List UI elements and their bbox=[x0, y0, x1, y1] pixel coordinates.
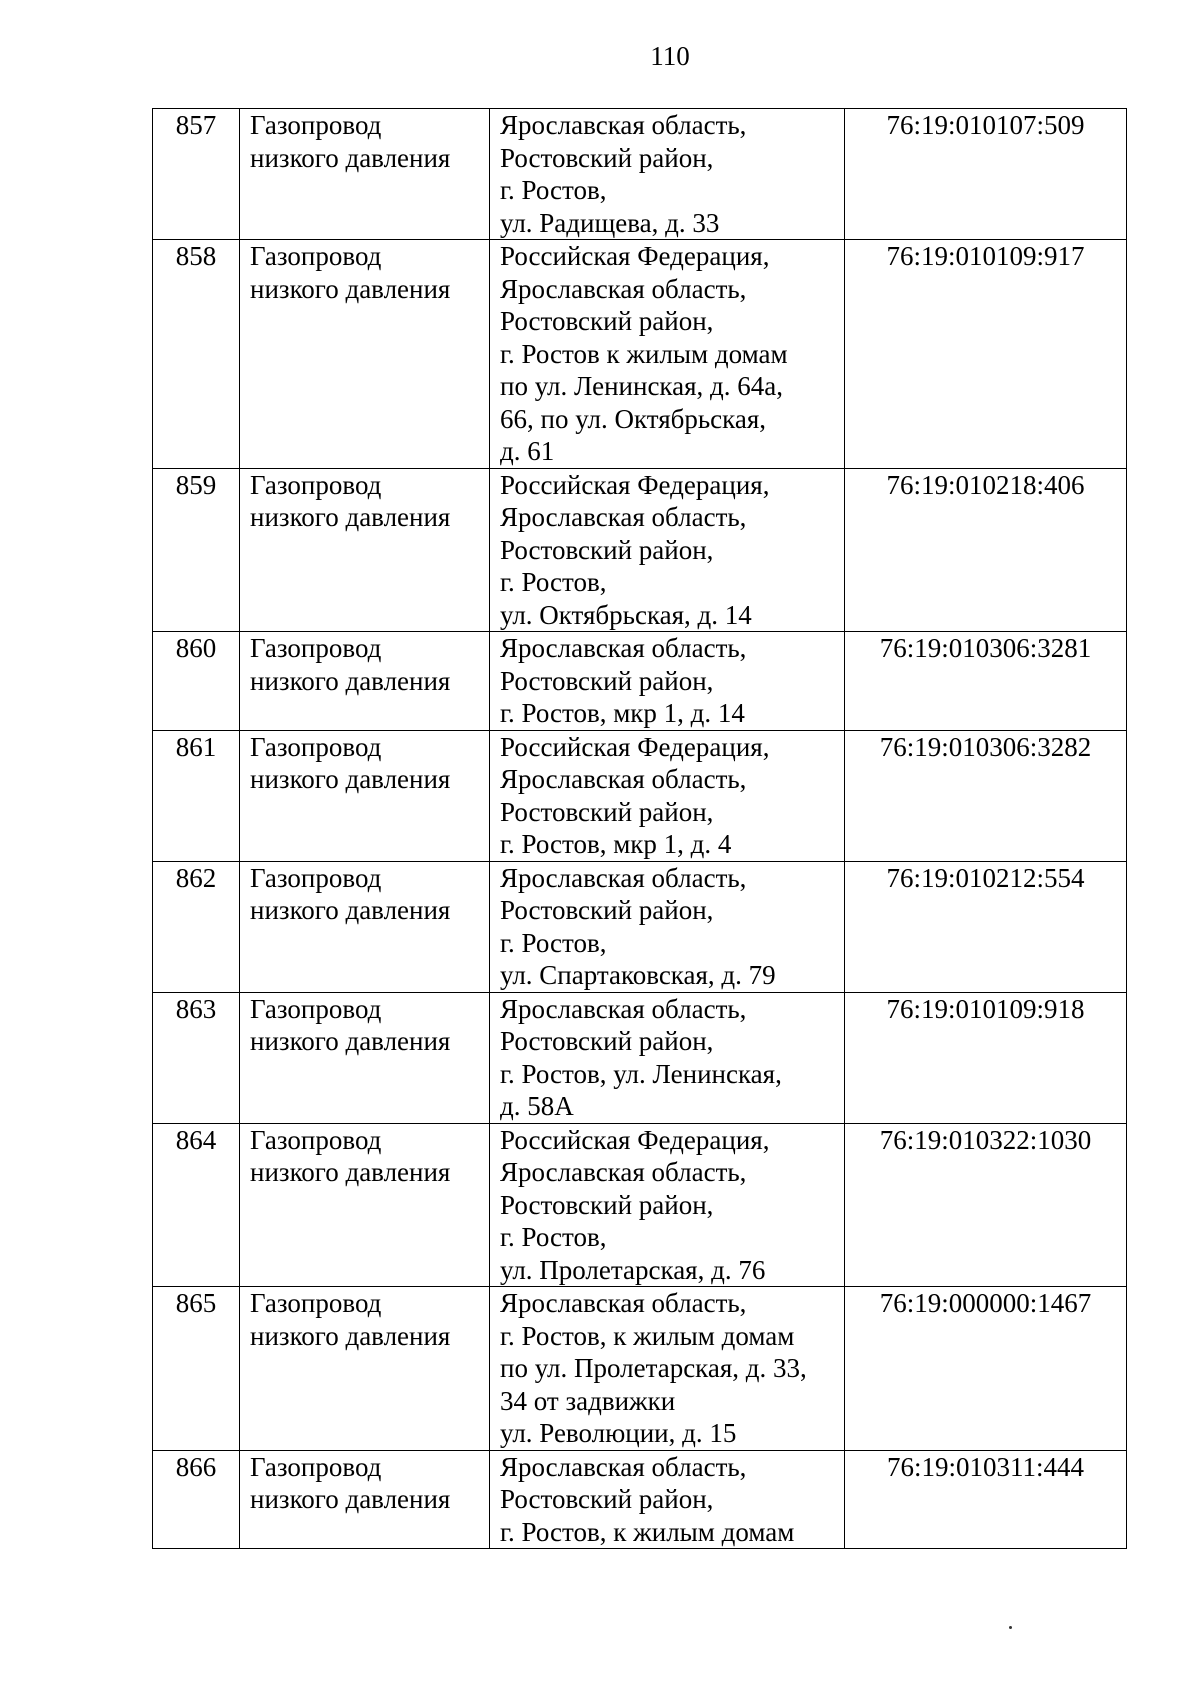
table-row bbox=[153, 240, 1127, 469]
address-line: Ярославская область, bbox=[500, 862, 747, 893]
table-row bbox=[153, 1287, 1127, 1451]
address-line: Ростовский район, bbox=[500, 895, 714, 925]
address-cell bbox=[490, 1287, 845, 1451]
cadastral-number-cell: 76:19:000000:1467 bbox=[845, 1287, 1127, 1451]
address-line: г. Ростов, к жилым домам bbox=[500, 1516, 795, 1547]
address-line: 66, по ул. Октябрьская, bbox=[500, 403, 767, 434]
address-cell bbox=[490, 1450, 845, 1549]
address-line: 34 от задвижки bbox=[500, 1385, 676, 1416]
object-name-line: Газопровод bbox=[250, 1288, 382, 1318]
object-name-line: низкого давления bbox=[250, 1157, 451, 1187]
row-number-cell: 857 bbox=[153, 109, 240, 240]
row-number-cell: 864 bbox=[153, 1123, 240, 1287]
registry-table bbox=[152, 108, 1127, 1549]
object-name-line: Газопровод bbox=[250, 731, 382, 762]
address-line: г. Ростов к жилым домам bbox=[500, 338, 788, 369]
address-line: по ул. Пролетарская, д. 33, bbox=[500, 1353, 807, 1383]
table-row bbox=[153, 109, 1127, 240]
address-line: г. Ростов, мкр 1, д. 4 bbox=[500, 829, 732, 859]
address-line: Ростовский район, bbox=[500, 1189, 714, 1220]
address-line: Ростовский район, bbox=[500, 534, 714, 565]
row-number-cell: 861 bbox=[153, 730, 240, 861]
address-line: г. Ростов, bbox=[500, 1222, 607, 1252]
address-line: Российская Федерация, bbox=[500, 469, 770, 500]
object-name-line: низкого давления bbox=[250, 273, 451, 304]
address-line: ул. Октябрьская, д. 14 bbox=[500, 599, 752, 630]
cadastral-number-cell: 76:19:010311:444 bbox=[845, 1450, 1127, 1549]
object-name-line: Газопровод bbox=[250, 110, 382, 140]
address-line: Ярославская область, bbox=[500, 1157, 747, 1187]
address-line: Ярославская область, bbox=[500, 273, 747, 304]
address-line: Ростовский район, bbox=[500, 665, 714, 696]
object-name-line: низкого давления bbox=[250, 895, 451, 925]
table-row bbox=[153, 632, 1127, 731]
object-name-line: низкого давления bbox=[250, 665, 451, 696]
row-number-cell: 860 bbox=[153, 632, 240, 731]
table-row bbox=[153, 730, 1127, 861]
address-line: Ростовский район, bbox=[500, 796, 714, 827]
registry-table-body bbox=[153, 109, 1127, 1549]
address-line: Ярославская область, bbox=[500, 502, 747, 532]
address-line: г. Ростов, bbox=[500, 175, 607, 205]
cadastral-number-cell: 76:19:010322:1030 bbox=[845, 1123, 1127, 1287]
object-name-line: Газопровод bbox=[250, 633, 382, 663]
cadastral-number-cell: 76:19:010109:918 bbox=[845, 992, 1127, 1123]
address-line: Ярославская область, bbox=[500, 1451, 747, 1482]
object-name-line: низкого давления bbox=[250, 142, 451, 173]
object-name-line: низкого давления bbox=[250, 1026, 451, 1056]
address-line: г. Ростов, ул. Ленинская, bbox=[500, 1058, 782, 1089]
object-name-line: низкого давления bbox=[250, 1320, 451, 1351]
address-line: г. Ростов, bbox=[500, 567, 607, 597]
cadastral-number-cell: 76:19:010306:3281 bbox=[845, 632, 1127, 731]
object-name-line: Газопровод bbox=[250, 993, 382, 1024]
table-row bbox=[153, 468, 1127, 632]
object-name-cell bbox=[240, 632, 490, 731]
scan-speck bbox=[1009, 1626, 1012, 1629]
table-row bbox=[153, 861, 1127, 992]
table-row bbox=[153, 992, 1127, 1123]
address-line: Ростовский район, bbox=[500, 1026, 714, 1056]
address-line: Ярославская область, bbox=[500, 993, 747, 1024]
address-line: Российская Федерация, bbox=[500, 1124, 770, 1155]
address-line: Ростовский район, bbox=[500, 306, 714, 336]
row-number-cell: 865 bbox=[153, 1287, 240, 1451]
object-name-line: Газопровод bbox=[250, 1451, 382, 1482]
object-name-line: низкого давления bbox=[250, 764, 451, 794]
address-cell bbox=[490, 632, 845, 731]
object-name-cell bbox=[240, 240, 490, 469]
cadastral-number-cell: 76:19:010107:509 bbox=[845, 109, 1127, 240]
address-line: д. 58А bbox=[500, 1091, 574, 1121]
address-cell bbox=[490, 109, 845, 240]
address-line: ул. Революции, д. 15 bbox=[500, 1418, 737, 1448]
object-name-cell bbox=[240, 861, 490, 992]
address-line: д. 61 bbox=[500, 436, 555, 466]
object-name-line: Газопровод bbox=[250, 241, 382, 271]
address-line: Ярославская область, bbox=[500, 764, 747, 794]
address-line: ул. Пролетарская, д. 76 bbox=[500, 1254, 766, 1285]
object-name-line: Газопровод bbox=[250, 469, 382, 500]
object-name-cell bbox=[240, 1123, 490, 1287]
address-cell bbox=[490, 992, 845, 1123]
address-line: Ростовский район, bbox=[500, 1484, 714, 1514]
row-number-cell: 858 bbox=[153, 240, 240, 469]
row-number-cell: 863 bbox=[153, 992, 240, 1123]
address-line: Российская Федерация, bbox=[500, 241, 770, 271]
address-line: Российская Федерация, bbox=[500, 731, 770, 762]
object-name-cell bbox=[240, 109, 490, 240]
cadastral-number-cell: 76:19:010212:554 bbox=[845, 861, 1127, 992]
address-line: г. Ростов, к жилым домам bbox=[500, 1320, 795, 1351]
table-row bbox=[153, 1450, 1127, 1549]
object-name-line: низкого давления bbox=[250, 1484, 451, 1514]
row-number-cell: 862 bbox=[153, 861, 240, 992]
address-line: Ярославская область, bbox=[500, 633, 747, 663]
address-line: Ростовский район, bbox=[500, 142, 714, 173]
address-line: ул. Спартаковская, д. 79 bbox=[500, 960, 776, 990]
object-name-cell bbox=[240, 468, 490, 632]
object-name-line: Газопровод bbox=[250, 1124, 382, 1155]
address-line: ул. Радищева, д. 33 bbox=[500, 207, 720, 238]
cadastral-number-cell: 76:19:010306:3282 bbox=[845, 730, 1127, 861]
object-name-cell bbox=[240, 1287, 490, 1451]
address-line: Ярославская область, bbox=[500, 1288, 747, 1318]
object-name-cell bbox=[240, 730, 490, 861]
object-name-line: низкого давления bbox=[250, 502, 451, 532]
object-name-cell bbox=[240, 1450, 490, 1549]
address-line: Ярославская область, bbox=[500, 110, 747, 140]
address-line: г. Ростов, bbox=[500, 927, 607, 958]
object-name-cell bbox=[240, 992, 490, 1123]
table-row bbox=[153, 1123, 1127, 1287]
cadastral-number-cell: 76:19:010218:406 bbox=[845, 468, 1127, 632]
address-cell bbox=[490, 1123, 845, 1287]
address-cell bbox=[490, 240, 845, 469]
row-number-cell: 859 bbox=[153, 468, 240, 632]
address-line: по ул. Ленинская, д. 64а, bbox=[500, 371, 784, 401]
cadastral-number-cell: 76:19:010109:917 bbox=[845, 240, 1127, 469]
address-cell bbox=[490, 468, 845, 632]
address-line: г. Ростов, мкр 1, д. 14 bbox=[500, 698, 745, 728]
page-number: 110 bbox=[650, 41, 690, 71]
row-number-cell: 866 bbox=[153, 1450, 240, 1549]
address-cell bbox=[490, 861, 845, 992]
object-name-line: Газопровод bbox=[250, 862, 382, 893]
address-cell bbox=[490, 730, 845, 861]
